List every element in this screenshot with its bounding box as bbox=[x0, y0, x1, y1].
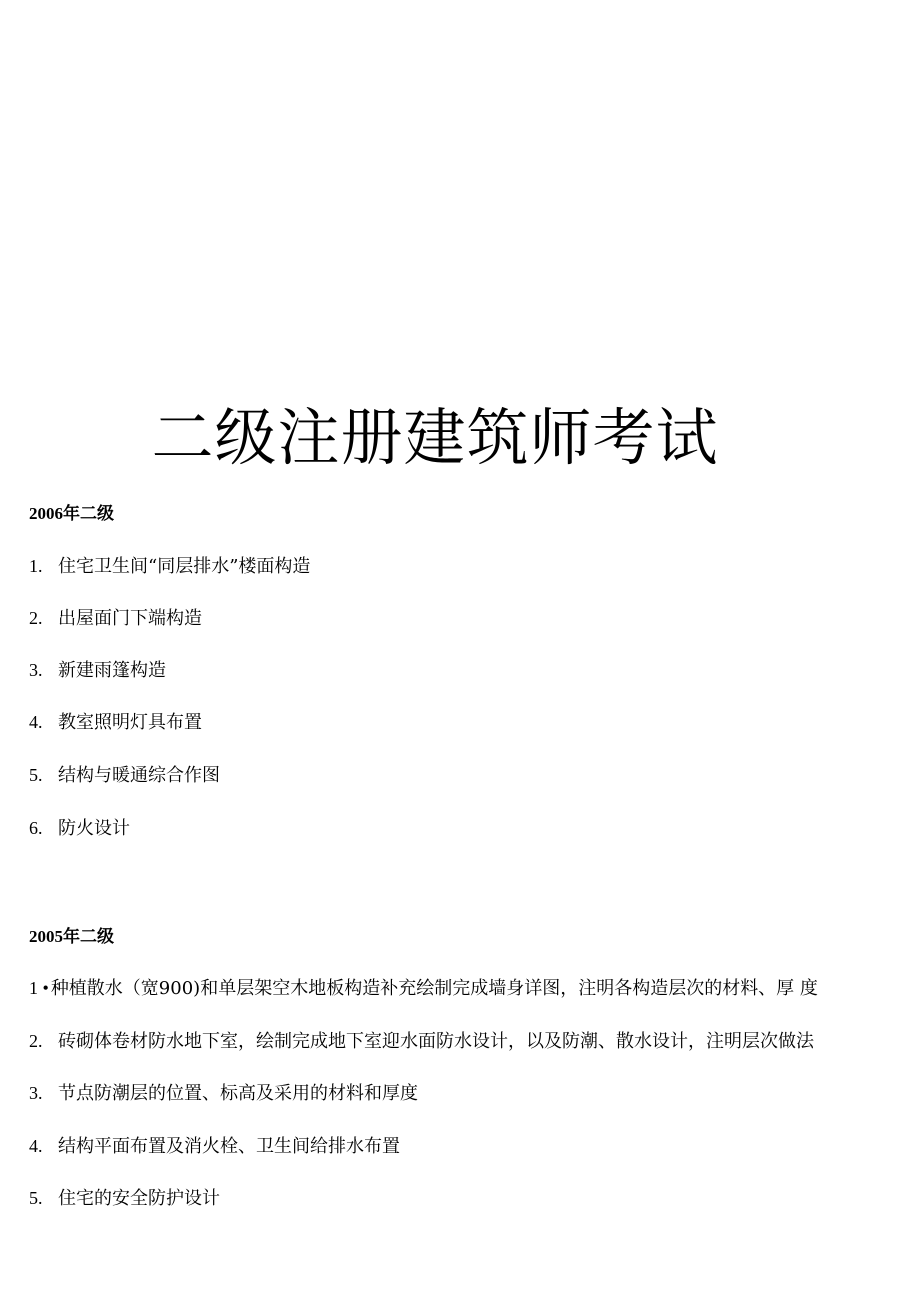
list-item-number: 5. bbox=[29, 1188, 43, 1208]
list-item bbox=[29, 553, 310, 580]
section-heading-2006: 2006年二级 bbox=[29, 504, 114, 523]
list-item-number: 3. bbox=[29, 660, 43, 680]
list-item-text: 结构与暖通综合作图 bbox=[58, 765, 220, 786]
list-item-number: 4. bbox=[29, 712, 43, 732]
list-item-number: 2. bbox=[29, 1031, 43, 1051]
list-item-text: 新建雨篷构造 bbox=[58, 660, 166, 681]
list-item-number: 4. bbox=[29, 1136, 43, 1156]
list-item-number: 5. bbox=[29, 765, 43, 785]
list-item bbox=[29, 657, 166, 684]
list-item bbox=[29, 1028, 814, 1055]
list-item bbox=[29, 762, 220, 789]
list-item bbox=[29, 975, 818, 1002]
list-item bbox=[29, 815, 130, 842]
list-item-number: 3. bbox=[29, 1083, 43, 1103]
list-item bbox=[29, 1133, 400, 1160]
list-item bbox=[29, 605, 202, 632]
list-item-text: 住宅的安全防护设计 bbox=[58, 1188, 220, 1209]
list-item-number: 2. bbox=[29, 608, 43, 628]
list-item-text: 教室照明灯具布置 bbox=[58, 712, 202, 733]
section-heading-2005: 2005年二级 bbox=[29, 927, 114, 946]
list-item-number: 1 • bbox=[29, 978, 49, 998]
list-item bbox=[29, 1185, 220, 1212]
list-item bbox=[29, 709, 202, 736]
list-item-text: 砖砌体卷材防水地下室，绘制完成地下室迎水面防水设计，以及防潮、散水设计，注明层次做法 bbox=[58, 1031, 814, 1052]
list-item-text: 种植散水（宽900)和单层架空木地板构造补充绘制完成墙身详图，注明各构造层次的材料、厚 度 bbox=[50, 978, 818, 999]
list-item bbox=[29, 1080, 418, 1107]
page-title: 二级注册建筑师考试 bbox=[151, 401, 719, 474]
list-item-text: 结构平面布置及消火栓、卫生间给排水布置 bbox=[58, 1136, 400, 1157]
list-item-text: 住宅卫生间“同层排水”楼面构造 bbox=[58, 556, 311, 577]
list-item-number: 1. bbox=[29, 556, 43, 576]
list-item-text: 防火设计 bbox=[58, 818, 130, 839]
list-item-number: 6. bbox=[29, 818, 43, 838]
list-item-text: 节点防潮层的位置、标高及采用的材料和厚度 bbox=[58, 1083, 418, 1104]
list-item-text: 出屋面门下端构造 bbox=[58, 608, 202, 629]
